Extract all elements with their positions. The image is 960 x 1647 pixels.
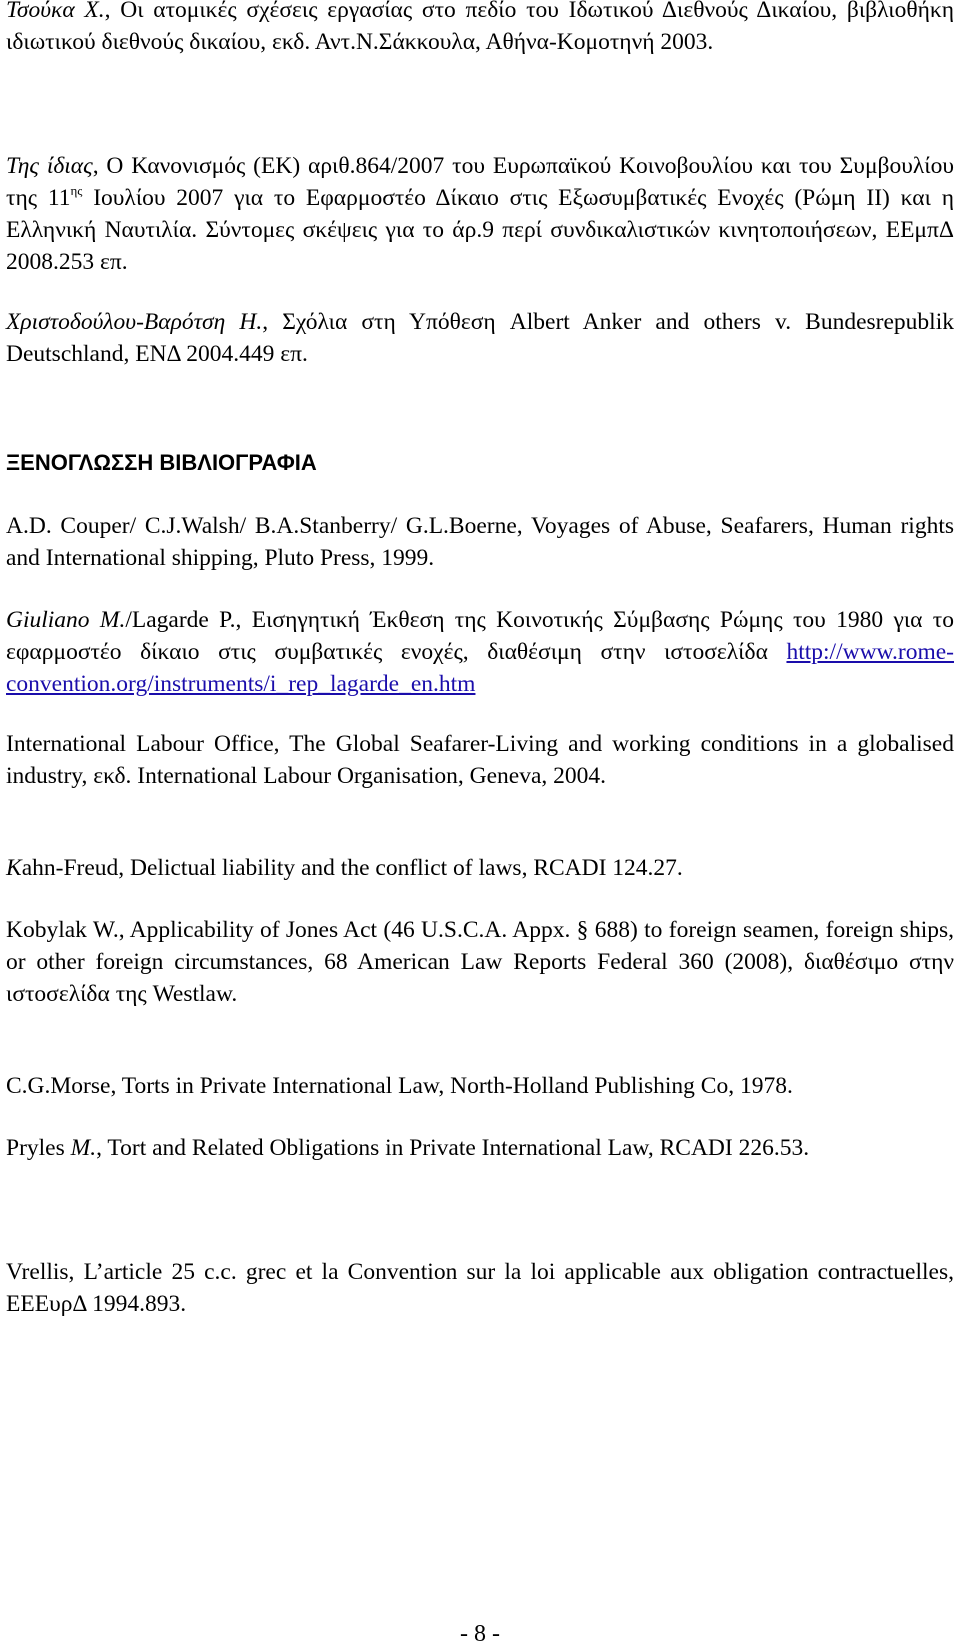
bibliography-entry [6,510,954,574]
bibliography-entry [6,914,954,1010]
bibliography-entry [6,306,954,370]
bibliography-entry [6,0,954,58]
bibliography-entry [6,1256,954,1320]
bibliography-entry [6,150,954,278]
bibliography-entry [6,1070,954,1102]
entry-text: Ιουλίου 2007 για το Εφαρμοστέο Δίκαιο στις Εξωσυμβατικές Ενοχές (Ρώμη ΙΙ) και η Ελληνική Ναυτιλία. Σύντομες σκέψεις για το άρ.9 περί συνδικαλιστικών κινητοποιήσεων, ΕΕμπΔ 2008.253 επ. [6,185,954,275]
entry-text: , Ο Κανονισμός (ΕΚ) αριθ.864/2007 του Ευρωπαϊκού Κοινοβουλίου και του Συμβουλίου της 11 [6,153,954,211]
foreign-bibliography-heading: ΞΕΝΟΓΛΩΣΣΗ ΒΙΒΛΙΟΓΡΑΦΙΑ [6,450,317,475]
entry-text: Vrellis, L’article 25 c.c. grec et la Convention sur la loi applicable aux obligation contractuelles, ΕΕΕυρΔ 1994.893. [6,1259,954,1317]
entry-text: ahn-Freud, Delictual liability and the conflict of laws, RCADI 124.27. [21,855,683,881]
entry-text: , Σχόλια στη Υπόθεση Albert Anker and others v. Bundesrepublik Deutschland, ΕΝΔ 2004.449 επ. [6,309,954,367]
entry-text: Kobylak W., Applicability of Jones Act (46 U.S.C.A. Appx. § 688) to foreign seamen, foreign ships, or other foreign circumstances, 68 American Law Reports Federal 360 (2008), διαθέσιμο στην ιστοσελίδα της Westlaw. [6,917,954,1007]
entry-initial: K [6,855,22,881]
page-number: - 8 - [460,1621,500,1647]
entry-text: C.G.Morse, Torts in Private International Law, North-Holland Publishing Co, 1978. [6,1073,793,1099]
entry-text: , Οι ατομικές σχέσεις εργασίας στο πεδίο του Ιδωτικού Διεθνούς Δικαίου, βιβλιοθήκη ιδιωτικού διεθνούς δικαίου, εκδ. Αντ.Ν.Σάκκουλα, Αθήνα-Κομοτηνή 2003. [6,0,954,55]
entry-author: Τσούκα Χ. [6,0,105,23]
ordinal-superscript: ης [70,183,83,199]
bibliography-entry [6,1132,954,1164]
bibliography-entry [6,852,954,884]
bibliography-entry [6,604,954,700]
rome-convention-link[interactable]: http://www.rome-convention.org/instruments/i_rep_lagarde_en.htm [6,639,954,697]
entry-text: A.D. Couper/ C.J.Walsh/ B.A.Stanberry/ G.L.Boerne, Voyages of Abuse, Seafarers, Human rights and International shipping, Pluto Press, 1999. [6,513,954,571]
entry-author: Giuliano M. [6,607,126,633]
entry-text: /Lagarde P., Εισηγητική Έκθεση της Κοινοτικής Σύμβασης Ρώμης του 1980 για το εφαρμοστέο δίκαιο στις συμβατικές ενοχές, διαθέσιμη στην ιστοσελίδα [6,607,954,665]
entry-author: M. [70,1135,97,1161]
entry-text: Pryles [6,1135,71,1161]
entry-author: Χριστοδούλου-Βαρότση Η. [6,309,263,335]
bibliography-entry [6,728,954,792]
entry-author: Της ίδιας [6,153,93,179]
entry-text: International Labour Office, The Global Seafarer-Living and working conditions in a globalised industry, εκδ. International Labour Organisation, Geneva, 2004. [6,731,954,789]
entry-text: , Tort and Related Obligations in Private International Law, RCADI 226.53. [96,1135,810,1161]
